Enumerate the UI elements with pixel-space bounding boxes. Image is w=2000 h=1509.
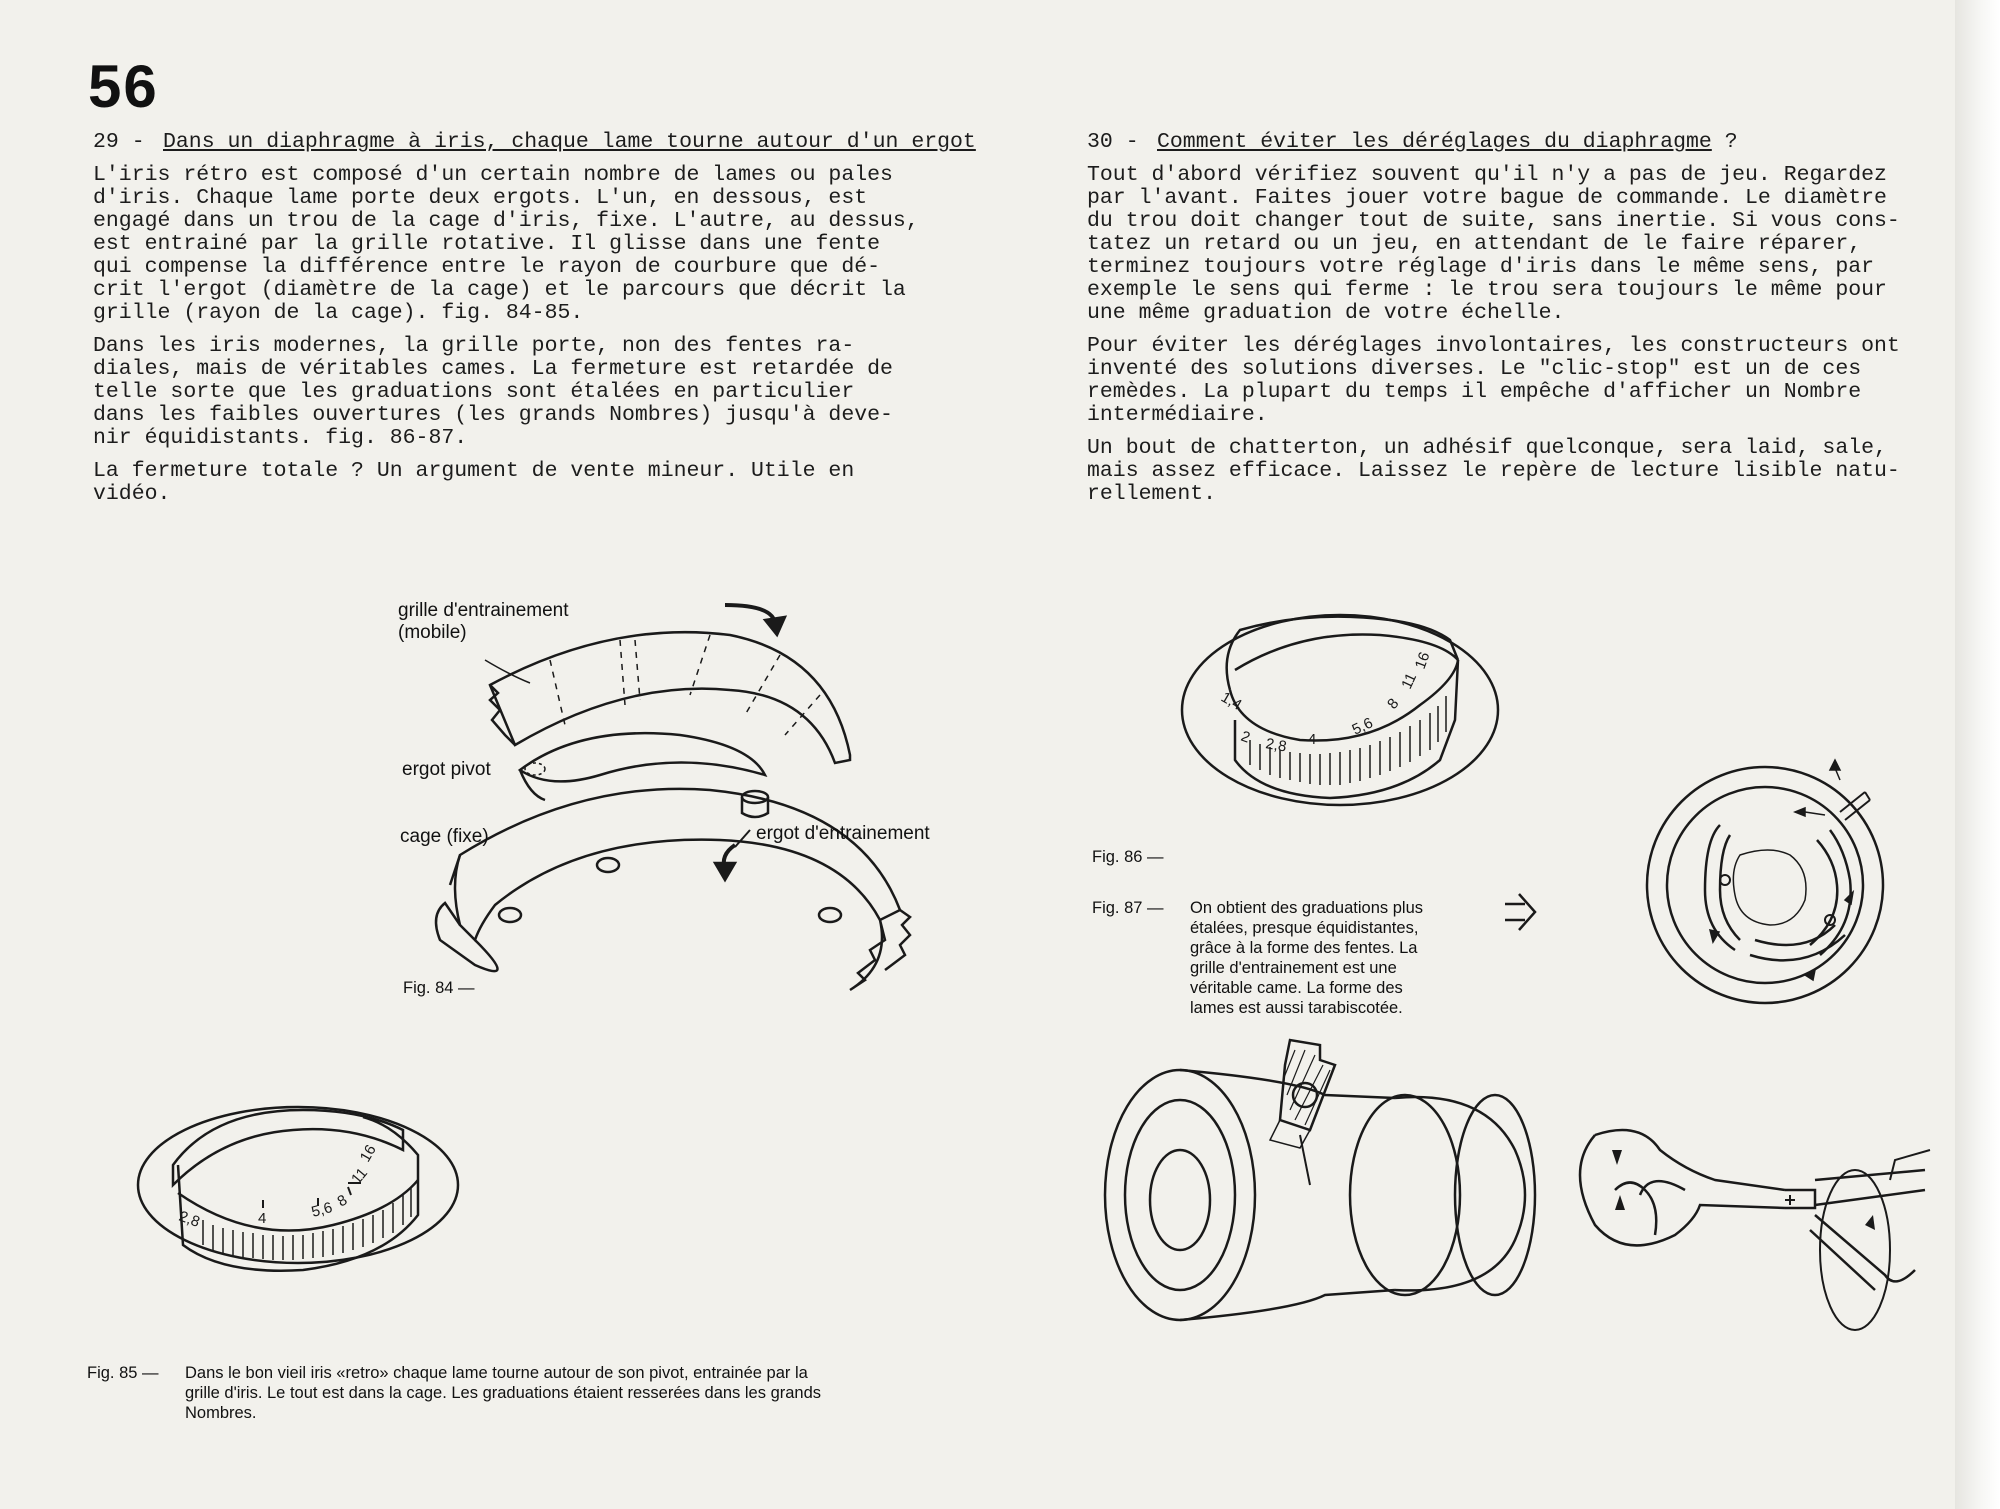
scale-mark: 2,8 bbox=[176, 1207, 203, 1231]
paragraph: Un bout de chatterton, un adhésif quelconque, sera laid, sale, mais assez efficace. Laissez le repère de lecture lisible natu- rellement. bbox=[1087, 436, 1900, 506]
label-grille: grille d'entrainement (mobile) bbox=[398, 600, 569, 643]
scale-mark: 4 bbox=[1308, 731, 1317, 748]
paragraph: L'iris rétro est composé d'un certain nombre de lames ou pales d'iris. Chaque lame porte deux ergots. L'un, en dessous, est engagé dans un trou de la cage d'iris, fixe. L'autre, au dessus, est entrainé par la grille rotative. Il glisse dans une fente qui compense la différence entre le rayon de courbure que dé- crit l'ergot (diamètre de la cage) et le parcours que décrit la grille (rayon de la cage). fig. 84-85. bbox=[93, 163, 919, 325]
scale-mark: 8 bbox=[334, 1191, 351, 1211]
fig85-text: Dans le bon vieil iris «retro» chaque lame tourne autour de son pivot, entrainée par la grille d'iris. Le tout est dans la cage. Les graduations étaient resserées dans les grands Nombres. bbox=[185, 1364, 822, 1422]
fig85-label: Fig. 85 — bbox=[87, 1364, 159, 1382]
paragraph: Tout d'abord vérifiez souvent qu'il n'y a pas de jeu. Regardez par l'avant. Faites jouer votre bague de commande. Le diamètre du trou doit changer tout de suite, sans inertie. Si vous cons- tatez un retard ou un jeu, en attendant de le faire réparer, terminez toujours votre réglage d'iris dans le même sens, par exemple le sens qui ferme : le trou sera toujours le même pour une même graduation de votre échelle. bbox=[1087, 163, 1900, 325]
paragraph: La fermeture totale ? Un argument de vente mineur. Utile en vidéo. bbox=[93, 459, 855, 506]
question-30-heading bbox=[1087, 131, 1952, 154]
fig86-label: Fig. 86 — bbox=[1092, 848, 1164, 866]
question-title: Comment éviter les déréglages du diaphragme bbox=[1157, 130, 1712, 154]
fig84-label: Fig. 84 — bbox=[403, 979, 475, 997]
question-number: 29 - bbox=[93, 130, 145, 154]
scale-mark: 4 bbox=[258, 1210, 267, 1227]
question-29-heading bbox=[93, 131, 983, 154]
scale-mark: 1,4 bbox=[1218, 688, 1245, 714]
fig85-retro-iris-scale bbox=[133, 1095, 463, 1270]
question-mark: ? bbox=[1711, 130, 1738, 154]
fig87-text: On obtient des graduations plus étalées, presque équidistantes, grâce à la forme des fentes. La grille d'entrainement est une véritable came. La forme des lames est aussi tarabiscotée. bbox=[1190, 899, 1423, 1017]
paragraph: Pour éviter les déréglages involontaires, les constructeurs ont inventé des solutions diverses. Le "clic-stop" est un de ces remèdes. La plupart du temps il empêche d'afficher un Nombre intermédiaire. bbox=[1087, 334, 1900, 427]
scale-mark: 11 bbox=[1398, 670, 1421, 692]
question-number: 30 - bbox=[1087, 130, 1139, 154]
fig84-iris-exploded-diagram bbox=[380, 585, 940, 1025]
fig86-modern-iris-scale bbox=[1180, 610, 1510, 820]
scale-mark: 2 bbox=[1238, 727, 1253, 747]
page-number: 56 bbox=[88, 53, 159, 120]
scale-mark: 5,6 bbox=[309, 1199, 335, 1221]
fig87-cam-iris-diagram bbox=[1645, 750, 1905, 1010]
right-column bbox=[1087, 131, 1952, 516]
scale-mark: 2,8 bbox=[1264, 735, 1288, 756]
left-column bbox=[93, 131, 983, 516]
arrow-right-icon bbox=[1503, 890, 1539, 934]
question-title: Dans un diaphragme à iris, chaque lame tourne autour d'un ergot bbox=[163, 130, 976, 154]
paragraph: Dans les iris modernes, la grille porte, non des fentes ra- diales, mais de véritables cames. La fermeture est retardée de telle sorte que les graduations sont étalées en particulier dans les faibles ouvertures (les grands Nombres) jusqu'à deve- nir équidistants. fig. 86-87. bbox=[93, 334, 893, 450]
scale-mark: 16 bbox=[356, 1142, 380, 1165]
scale-mark: 16 bbox=[1411, 649, 1434, 672]
scale-mark: 8 bbox=[1384, 695, 1403, 713]
label-ergot-pivot: ergot pivot bbox=[402, 759, 491, 780]
scale-mark: 5,6 bbox=[1349, 714, 1376, 739]
label-cage: cage (fixe) bbox=[400, 826, 489, 847]
label-ergot-entrainement: ergot d'entrainement bbox=[756, 823, 930, 844]
scale-mark: 11 bbox=[348, 1164, 372, 1188]
fig87-label: Fig. 87 — bbox=[1092, 899, 1164, 917]
page-edge-shadow bbox=[1955, 0, 2000, 1509]
fig88-alternative-diaphragms bbox=[1095, 1040, 1935, 1330]
